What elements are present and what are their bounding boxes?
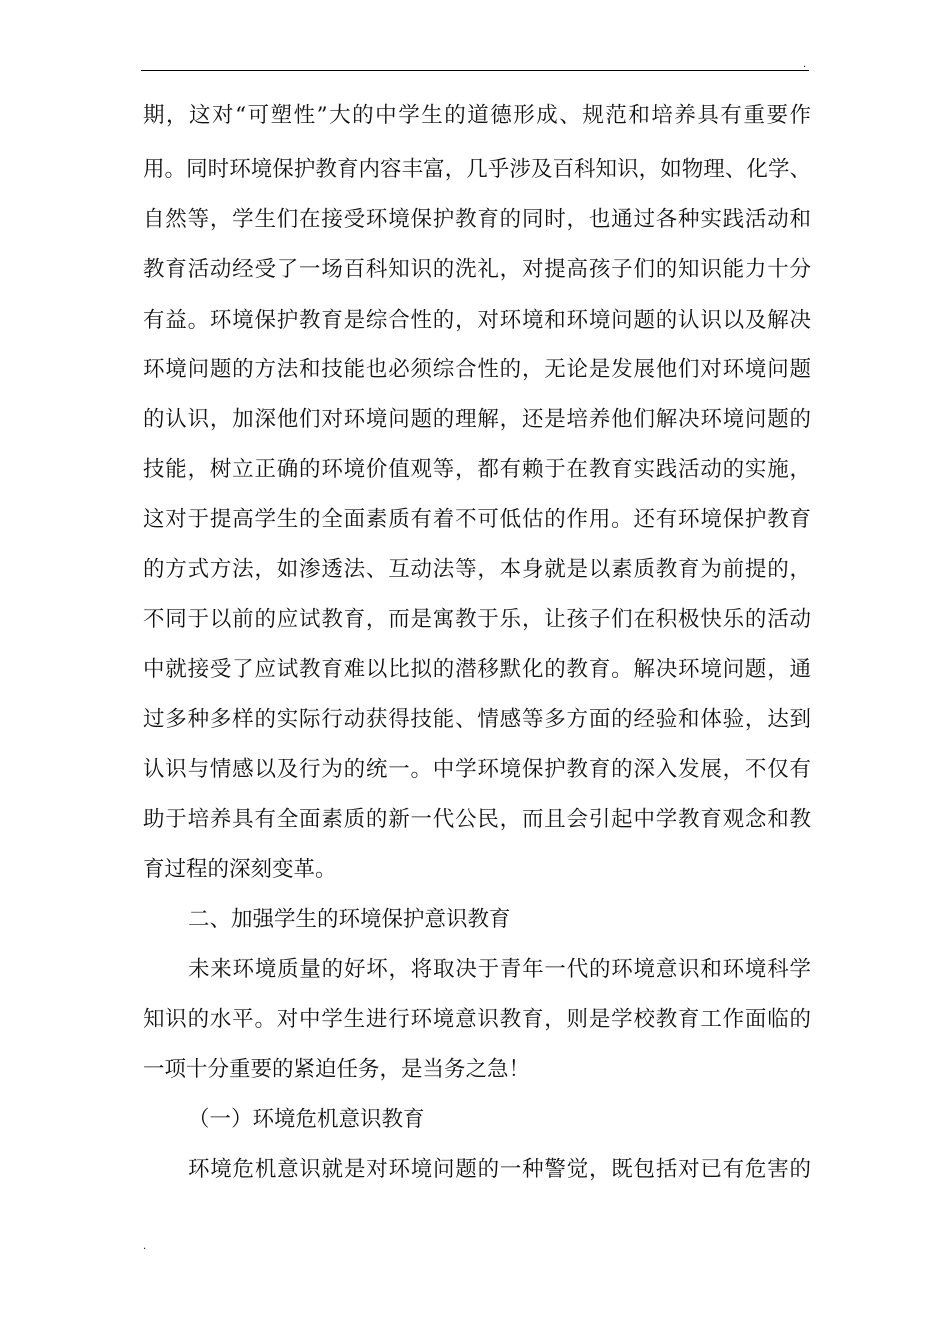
body-line: 用。同时环境保护教育内容丰富，几乎涉及百科知识，如物理、化学、 (143, 157, 811, 182)
body-line: 有益。环境保护教育是综合性的，对环境和环境问题的认识以及解决 (143, 308, 811, 333)
body-line: 中就接受了应试教育难以比拟的潜移默化的教育。解决环境问题，通 (143, 657, 811, 682)
body-line: 教育活动经受了一场百科知识的洗礼，对提高孩子们的知识能力十分 (143, 257, 811, 282)
section-heading: 二、加强学生的环境保护意识教育 (188, 907, 511, 932)
footer-mark: . (143, 1241, 147, 1252)
body-line: 助于培养具有全面素质的新一代公民，而且会引起中学教育观念和教 (143, 807, 811, 832)
body-line: 的方式方法，如渗透法、互动法等，本身就是以素质教育为前提的， (143, 557, 811, 582)
body-line: 过多种多样的实际行动获得技能、情感等多方面的经验和体验，达到 (143, 707, 811, 732)
body-line: 育过程的深刻变革。 (143, 857, 337, 882)
body-line: 技能，树立正确的环境价值观等，都有赖于在教育实践活动的实施， (143, 457, 811, 482)
body-line: 的认识，加深他们对环境问题的理解，还是培养他们解决环境问题的 (143, 407, 811, 432)
body-line: 一项十分重要的紧迫任务，是当务之急！ (143, 1057, 531, 1082)
header-rule (141, 70, 809, 71)
body-line: 认识与情感以及行为的统一。中学环境保护教育的深入发展，不仅有 (143, 757, 811, 782)
header-mark: . (803, 59, 807, 70)
body-line: 这对于提高学生的全面素质有着不可低估的作用。还有环境保护教育 (143, 507, 811, 532)
body-line: 不同于以前的应试教育，而是寓教于乐，让孩子们在积极快乐的活动 (143, 607, 811, 632)
body-line: 环境问题的方法和技能也必须综合性的，无论是发展他们对环境问题 (143, 357, 811, 382)
body-line: 知识的水平。对中学生进行环境意识教育，则是学校教育工作面临的 (143, 1007, 811, 1032)
body-line: 未来环境质量的好坏，将取决于青年一代的环境意识和环境科学 (188, 957, 811, 982)
subsection-heading: （一）环境危机意识教育 (188, 1107, 425, 1132)
body-line: 环境危机意识就是对环境问题的一种警觉，既包括对已有危害的 (188, 1157, 811, 1182)
body-line: 期，这对“可塑性”大的中学生的道德形成、规范和培养具有重要作 (143, 103, 811, 128)
body-line: 自然等，学生们在接受环境保护教育的同时，也通过各种实践活动和 (143, 207, 811, 232)
